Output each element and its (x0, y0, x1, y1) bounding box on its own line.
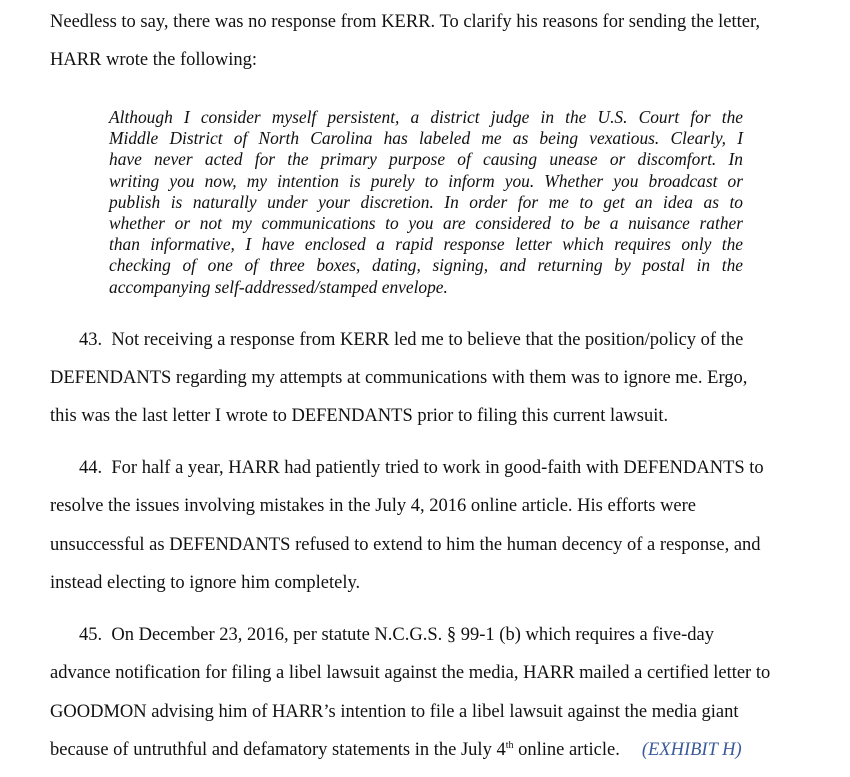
paragraph-43-line-2: DEFENDANTS regarding my attempts at communications with them was to ignore me. Ergo, (50, 368, 748, 388)
quote-line: publish is naturally under your discretion. In order for me to get an idea as to (109, 191, 743, 212)
paragraph-43-line-3: this was the last letter I wrote to DEFENDANTS prior to filing this current lawsuit. (50, 406, 669, 426)
paragraph-text: Not receiving a response from KERR led me to believe that the position/policy of the (111, 330, 744, 350)
paragraph-45-line-3: GOODMON advising him of HARR’s intention to file a libel lawsuit against the media giant (50, 702, 739, 722)
paragraph-45-line-4 (50, 741, 742, 760)
paragraph-text: On December 23, 2016, per statute N.C.G.S. § 99-1 (b) which requires a five-day (111, 625, 714, 645)
quote-line: whether or not my communications to you are considered to be a nuisance rather (109, 213, 743, 234)
paragraph-45-line-1 (79, 626, 714, 645)
quote-line: writing you now, my intention is purely to inform you. Whether you broadcast or (109, 170, 743, 191)
quote-line: checking of one of three boxes, dating, signing, and returning by postal in the (109, 255, 743, 276)
paragraph-text: online article. (513, 740, 620, 760)
quote-line: have never acted for the primary purpose of causing unease or discomfort. In (109, 149, 743, 170)
paragraph-text: For half a year, HARR had patiently tried to work in good-faith with DEFENDANTS to (111, 458, 764, 478)
paragraph-number: 43. (79, 330, 103, 350)
exhibit-h-link[interactable]: (EXHIBIT H) (641, 740, 742, 760)
intro-line-1: Needless to say, there was no response from KERR. To clarify his reasons for sending the letter, (50, 12, 761, 32)
quote-line: than informative, I have enclosed a rapid response letter which requires only the (109, 234, 743, 255)
paragraph-number: 45. (79, 625, 103, 645)
paragraph-44-line-3: unsuccessful as DEFENDANTS refused to extend to him the human decency of a response, and (50, 535, 761, 555)
block-quote (109, 107, 743, 298)
ordinal-superscript: th (505, 740, 514, 751)
paragraph-43-line-1 (79, 331, 743, 350)
paragraph-44-line-4: instead electing to ignore him completely. (50, 573, 361, 593)
paragraph-text: because of untruthful and defamatory statements in the July 4 (50, 740, 506, 760)
paragraph-44-line-2: resolve the issues involving mistakes in the July 4, 2016 online article. His efforts were (50, 496, 697, 516)
quote-line: Middle District of North Carolina has labeled me as being vexatious. Clearly, I (109, 128, 743, 149)
quote-line: accompanying self-addressed/stamped envelope. (109, 276, 448, 297)
paragraph-number: 44. (79, 458, 103, 478)
paragraph-45-line-2: advance notification for filing a libel lawsuit against the media, HARR mailed a certified letter to (50, 663, 771, 683)
quote-line: Although I consider myself persistent, a district judge in the U.S. Court for the (109, 107, 743, 127)
intro-line-2: HARR wrote the following: (50, 50, 258, 70)
paragraph-44-line-1 (79, 459, 764, 478)
